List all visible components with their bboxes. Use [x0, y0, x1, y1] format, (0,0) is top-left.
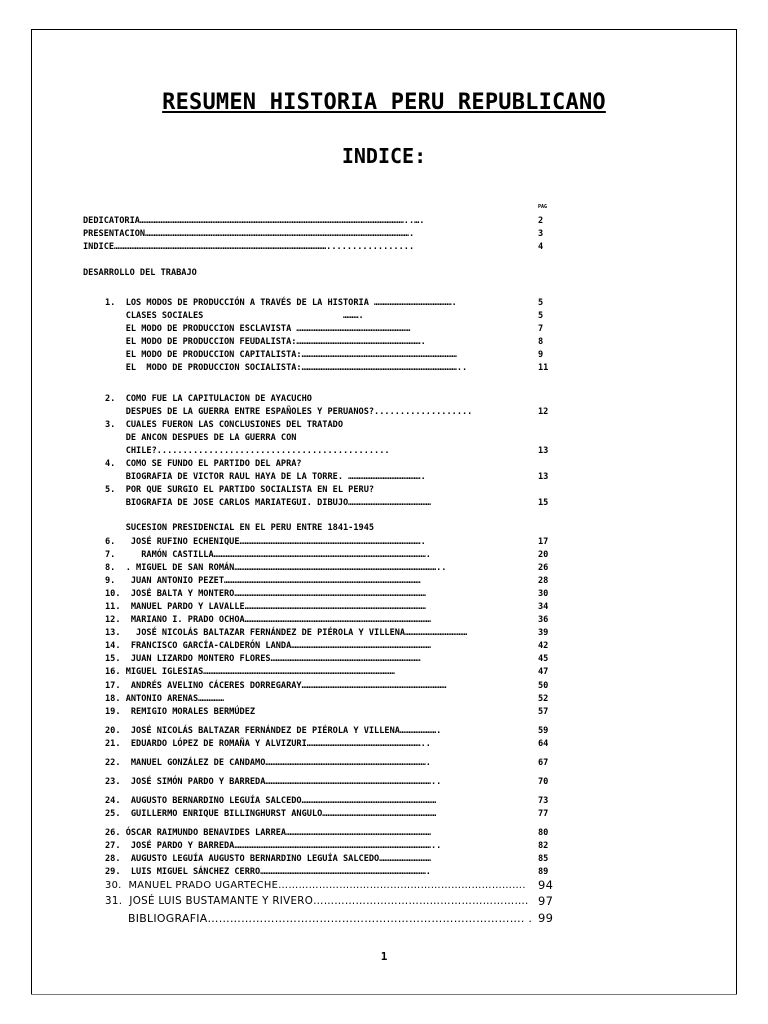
toc-entry-page: 70: [538, 777, 549, 787]
toc-entry-text: 14. FRANCISCO GARCÍA-CALDERÓN LANDA………………………………………………………………………: [105, 641, 431, 651]
toc-entry-text: 23. JOSÉ SIMÓN PARDO Y BARREDA……………………………………………………………………………………..: [105, 777, 442, 787]
toc-entry-page: 67: [538, 758, 549, 768]
toc-entry-text: 13. JOSÉ NICOLÁS BALTAZAR FERNÁNDEZ DE PIÉROLA Y VILLENA………………………………: [105, 628, 468, 638]
toc-entry-text: 2. COMO FUE LA CAPITULACION DE AYACUCHO: [105, 394, 312, 404]
toc-entry-text: 15. JUAN LIZARDO MONTERO FLORES……………………………………………………………………………: [105, 654, 421, 664]
toc-entry-text: 24. AUGUSTO BERNARDINO LEGUÍA SALCEDO……………………………………………………………………: [105, 796, 437, 806]
toc-entry-text: 20. JOSÉ NICOLÁS BALTAZAR FERNÁNDEZ DE PIÉROLA Y VILLENA………………….: [105, 726, 442, 736]
toc-entry-text: 26. ÓSCAR RAIMUNDO BENAVIDES LARREA…………………………………………………………………………: [105, 828, 431, 838]
toc-entry-page: 15: [538, 498, 549, 508]
toc-entry-page: 36: [538, 615, 549, 625]
toc-entry-text: EL MODO DE PRODUCCION CAPITALISTA:………………………………………………………………………………: [105, 350, 457, 360]
toc-entry-text: EL MODO DE PRODUCCION ESCLAVISTA …………………………………………………………: [105, 324, 411, 334]
toc-entry-page: 82: [538, 841, 549, 851]
toc-entry-page: 2: [538, 216, 544, 226]
toc-entry-text: 31. JOSÉ LUIS BUSTAMANTE Y RIVERO…………………………………………………….: [105, 895, 529, 907]
toc-entry-text: 18. ANTONIO ARENAS……………: [105, 694, 224, 704]
toc-entry-text: 22. MANUEL GONZÁLEZ DE CANDAMO………………………………………………………………………………….: [105, 758, 431, 768]
toc-entry-text: 16. MIGUEL IGLESIAS…………………………………………………………………………………………………: [105, 667, 395, 677]
toc-entry-page: 77: [538, 809, 549, 819]
toc-entry-text: DEDICATORIA………………………………………………………………………………………………………………………………………..….: [83, 216, 425, 226]
toc-entry-page: 28: [538, 576, 549, 586]
toc-entry-page: 9: [538, 350, 544, 360]
toc-entry-text: 11. MANUEL PARDO Y LAVALLE……………………………………………………………………………………………: [105, 602, 426, 612]
toc-entry-page: 12: [538, 407, 549, 417]
toc-entry-page: 73: [538, 796, 549, 806]
toc-entry-text: 21. EDUARDO LÓPEZ DE ROMAÑA Y ALVIZURI…………………………………………………………..: [105, 739, 431, 749]
toc-entry-page: 26: [538, 563, 549, 573]
toc-entry-text: DE ANCON DESPUES DE LA GUERRA CON: [105, 433, 297, 443]
toc-entry-text: 12. MARIANO I. PRADO OCHOA………………………………………………………………………………………………: [105, 615, 431, 625]
toc-entry-text: EL MODO DE PRODUCCION FEUDALISTA:……………………………………………………………….: [105, 337, 426, 347]
toc-entry-page: 39: [538, 628, 549, 638]
toc-entry-text: 17. ANDRÉS AVELINO CÁCERES DORREGARAY…………………………………………………………………………: [105, 681, 447, 691]
index-heading: INDICE:: [341, 144, 427, 168]
toc-entry-page: 7: [538, 324, 544, 334]
toc-entry-page: 64: [538, 739, 549, 749]
footer-page-number: 1: [380, 950, 388, 963]
toc-entry-text: BIOGRAFIA DE JOSE CARLOS MARIATEGUI. DIBUJO…………………………………………: [105, 498, 431, 508]
toc-entry-text: BIOGRAFIA DE VICTOR RAUL HAYA DE LA TORRE. …………………………………….: [105, 472, 426, 482]
toc-entry-page: 30: [538, 589, 549, 599]
toc-entry-page: 42: [538, 641, 549, 651]
toc-entry-page: 59: [538, 726, 549, 736]
toc-entry-text: DESPUES DE LA GUERRA ENTRE ESPAÑOLES Y PERUANOS?...................: [105, 407, 473, 417]
toc-entry-page: 89: [538, 867, 549, 877]
toc-entry-text: BIBLIOGRAFIA…………………………………………………………………………. .: [128, 912, 533, 925]
toc-entry-page: 5: [538, 311, 544, 321]
toc-entry-page: 80: [538, 828, 549, 838]
toc-entry-text: 8. . MIGUEL DE SAN ROMÁN………………………………………………………………………………………………………..: [105, 563, 447, 573]
toc-entry-text: 19. REMIGIO MORALES BERMÚDEZ: [105, 707, 256, 717]
toc-entry-text: 5. POR QUE SURGIO EL PARTIDO SOCIALISTA EN EL PERU?: [105, 485, 375, 495]
toc-entry-text: 7. RAMÓN CASTILLA…………………………………………………………………………………………………………….: [105, 550, 431, 560]
toc-entry-page: 47: [538, 667, 549, 677]
page-bottom-rule: [31, 994, 737, 995]
toc-entry-text: CHILE?.............................................: [105, 446, 390, 456]
toc-entry-page: 97: [538, 894, 554, 908]
toc-entry-page: 57: [538, 707, 549, 717]
toc-subsection-heading: SUCESION PRESIDENCIAL EN EL PERU ENTRE 1841-1945: [105, 523, 375, 533]
toc-entry-page: 13: [538, 446, 549, 456]
toc-entry-page: 3: [538, 229, 544, 239]
toc-entry-page: 94: [538, 878, 554, 892]
toc-entry-page: 17: [538, 537, 549, 547]
toc-entry-text: 3. CUALES FUERON LAS CONCLUSIONES DEL TRATADO: [105, 420, 343, 430]
toc-entry-text: EL MODO DE PRODUCCION SOCIALISTA:………………………………………………………………………………..: [105, 363, 468, 373]
toc-entry-page: 20: [538, 550, 549, 560]
toc-entry-page: 99: [538, 911, 554, 925]
toc-entry-text: 28. AUGUSTO LEGUÍA AUGUSTO BERNARDINO LEGUÍA SALCEDO…………………………: [105, 854, 431, 864]
toc-entry-page: 5: [538, 298, 544, 308]
toc-entry-text: 27. JOSÉ PARDO Y BARREDA……………………………………………………………………………………………………..: [105, 841, 442, 851]
toc-entry-page: 52: [538, 694, 549, 704]
toc-entry-text: 10. JOSÉ BALTA Y MONTERO…………………………………………………………………………………………………: [105, 589, 426, 599]
toc-entry-text: 6. JOSÉ RUFINO ECHENIQUE…………………………………………………………………………………………….: [105, 537, 426, 547]
toc-entry-page: 13: [538, 472, 549, 482]
toc-entry-text: 4. COMO SE FUNDO EL PARTIDO DEL APRA?: [105, 459, 302, 469]
toc-entry-page: 4: [538, 242, 544, 252]
toc-entry-text: 9. JUAN ANTONIO PEZET……………………………………………………………………………………………………: [105, 576, 421, 586]
toc-entry-page: 45: [538, 654, 549, 664]
toc-entry-page: 50: [538, 681, 549, 691]
toc-entry-page: 85: [538, 854, 549, 864]
toc-entry-text: INDICE…………………………………………………………………………………………………………….................: [83, 242, 415, 252]
toc-entry-page: 34: [538, 602, 549, 612]
toc-entry-text: 30. MANUEL PRADO UGARTECHE……………………………………………………………….: [105, 880, 526, 891]
toc-entry-page: 11: [538, 363, 549, 373]
toc-entry-text: 29. LUIS MIGUEL SÁNCHEZ CERRO…………………………………………………………………………………….: [105, 867, 431, 877]
toc-entry-text: 1. LOS MODOS DE PRODUCCIÓN A TRAVÉS DE LA HISTORIA ……………………………………….: [105, 298, 457, 308]
toc-entry-page: 8: [538, 337, 544, 347]
toc-entry-text: PRESENTACION……………………………………………………………………………………………………………………………………….: [83, 229, 415, 239]
page-column-header: PAG: [538, 204, 548, 210]
document-title: RESUMEN HISTORIA PERU REPUBLICANO: [162, 90, 606, 115]
toc-entry-text: 25. GUILLERMO ENRIQUE BILLINGHURST ANGULO…………………………………………………………: [105, 809, 437, 819]
toc-entry-text: CLASES SOCIALES ……….: [105, 311, 364, 321]
section-heading: DESARROLLO DEL TRABAJO: [83, 268, 197, 278]
